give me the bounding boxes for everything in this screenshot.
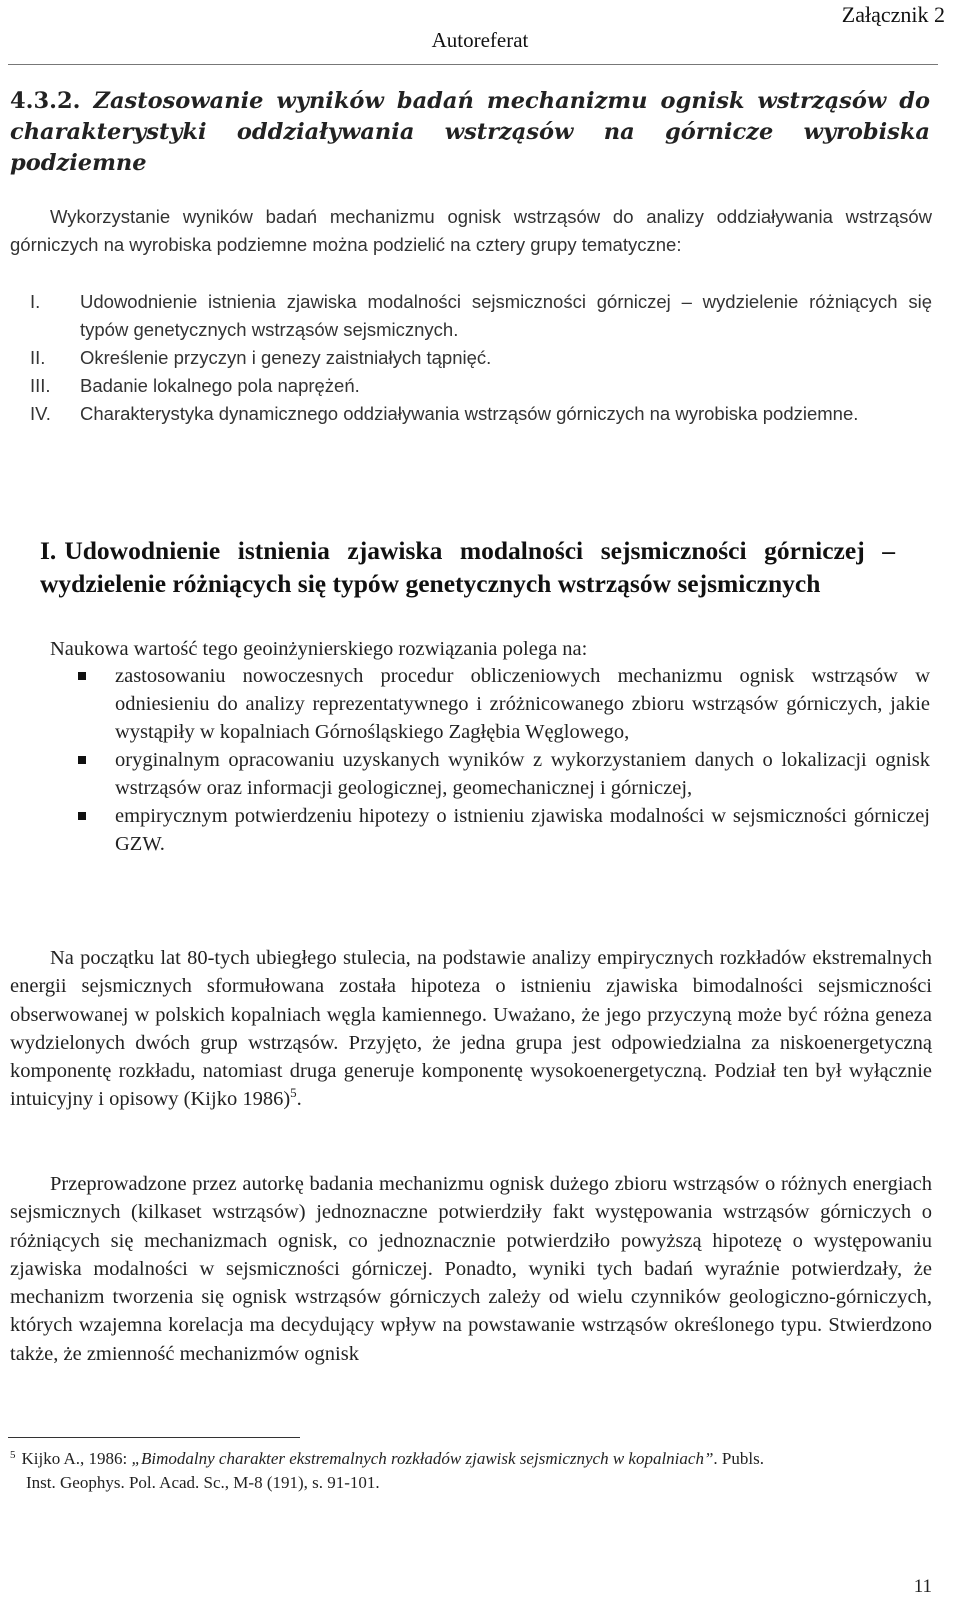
section-heading [10,86,930,179]
footnote-title: „Bimodalny charakter ekstremalnych rozkładów zjawisk sejsmicznych w kopalniach” [131,1449,714,1468]
paragraph-end: . [296,1088,302,1111]
paragraph-text: Na początku lat 80-tych ubiegłego stulecia, na podstawie analizy empirycznych rozkładów ekstremalnych energii sejsmicznych sformułowana została hipoteza o istnieniu zjawiska bimodalności sejsmiczności obserwowanej w polskich kopalniach węgla kamiennego. Uważano, że jego przyczyną może być różna geneza wydzielonych dwóch grup wstrząsów. Przyjęto, że jedna grupa jest odpowiedzialna za niskoenergetyczną komponentę rozkładu, natomiast druga generuje komponentę wysokoenergetyczną. Podział ten był wyłącznie intuicyjny i opisowy (Kijko 1986) [10,947,932,1111]
merit-list [60,662,930,858]
subsection-heading [40,534,895,600]
merit-item [60,802,930,858]
merit-item [60,662,930,746]
topic-item [10,400,932,428]
header-divider [8,64,938,65]
annex-label: Załącznik 2 [841,2,945,27]
topic-item [10,372,932,400]
topic-numeral: III. [30,375,51,396]
footnote-author: Kijko A., 1986: [21,1449,132,1468]
merit-intro: Naukowa wartość tego geoinżynierskiego rozwiązania polega na: [50,638,588,660]
topic-numeral: IV. [30,403,51,424]
subsection-title: Udowodnienie istnienia zjawiska modalności sejsmiczności górniczej – wydzielenie różniących się typów genetycznych wstrząsów sejsmicznych [40,536,895,598]
page-number: 11 [913,1576,932,1597]
topic-text: Badanie lokalnego pola naprężeń. [80,375,360,396]
square-bullet-icon [78,672,86,680]
merit-text: empirycznym potwierdzeniu hipotezy o istnieniu zjawiska modalności w sejsmiczności górniczej GZW. [115,805,930,855]
merit-text: oryginalnym opracowaniu uzyskanych wyników z wykorzystaniem danych o lokalizacji ognisk wstrząsów oraz informacji geologicznej, geomechanicznej i górniczej, [115,749,930,799]
document-title: Autoreferat [431,28,529,52]
paragraph-bimodality [10,944,932,1114]
footnote-publication-continued: Inst. Geophys. Pol. Acad. Sc., M-8 (191), s. 91-101. [26,1473,380,1492]
footnote [10,1448,932,1494]
topic-list [10,288,932,428]
square-bullet-icon [78,756,86,764]
footnote-number: 5 [10,1449,16,1461]
topic-item [10,344,932,372]
square-bullet-icon [78,812,86,820]
topic-item [10,288,932,344]
merit-text: zastosowaniu nowoczesnych procedur obliczeniowych mechanizmu ognisk wstrząsów w odniesieniu do analizy reprezentatywnego i zróżnicowanego zbioru wstrząsów górniczych, jakie wystąpiły w kopalniach Górnośląskiego Zagłębia Węglowego, [115,665,930,743]
footnote-reference[interactable]: 5 [290,1085,297,1101]
topic-numeral: II. [30,347,46,368]
footnote-publication: . Publs. [713,1449,764,1468]
topic-numeral: I. [30,291,41,312]
section-number: 4.3.2. [10,88,81,114]
topic-text: Udowodnienie istnienia zjawiska modalności sejsmiczności górniczej – wydzielenie różniących się typów genetycznych wstrząsów sejsmicznych. [80,291,932,340]
paragraph-research: Przeprowadzone przez autorkę badania mechanizmu ognisk dużego zbioru wstrząsów o różnych energiach sejsmicznych (kilkaset wstrząsów) jednoznaczne potwierdziły fakt występowania wstrząsów górniczych o różniących się mechanizmach ognisk, co jednoznacznie potwierdziło powyższą hipotezę o występowaniu zjawiska modalności w sejsmiczności górniczej. Ponadto, wyniki tych badań wyraźnie potwierdzały, że mechanizm tworzenia się ognisk wstrząsów górniczych zależy od wielu czynników geologiczno-górniczych, których wzajemna korelacja ma decydujący wpływ na powstawanie wstrząsów określonego typu. Stwierdzono także, że zmienność mechanizmów ognisk [10,1173,932,1365]
merit-item [60,746,930,802]
topic-text: Charakterystyka dynamicznego oddziaływania wstrząsów górniczych na wyrobiska podziemne. [80,403,859,424]
subsection-numeral: I. [40,536,57,565]
section-title: Zastosowanie wyników badań mechanizmu ognisk wstrząsów do charakterystyki oddziaływania wstrząsów na górnicze wyrobiska podziemne [10,88,930,176]
topic-text: Określenie przyczyn i genezy zaistniałych tąpnięć. [80,347,492,368]
footnote-divider [8,1437,300,1438]
intro-paragraph: Wykorzystanie wyników badań mechanizmu ognisk wstrząsów do analizy oddziaływania wstrząsów górniczych na wyrobiska podziemne można podzielić na cztery grupy tematyczne: [10,206,932,255]
